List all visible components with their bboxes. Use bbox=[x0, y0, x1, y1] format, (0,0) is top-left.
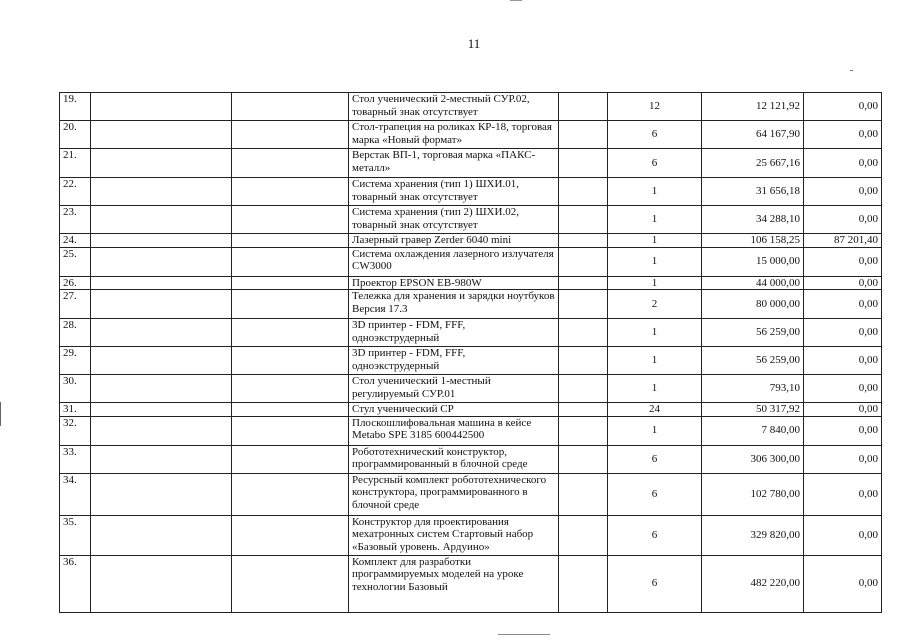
row-sum-cell: 12 121,92 bbox=[702, 93, 804, 121]
row-name-cell: Лазерный гравер Zerder 6040 mini bbox=[349, 234, 559, 248]
row-sum-cell: 102 780,00 bbox=[702, 473, 804, 515]
row-number-cell: 35. bbox=[60, 515, 91, 555]
row-amortization-cell: 0,00 bbox=[804, 403, 882, 417]
row-sum-cell: 56 259,00 bbox=[702, 347, 804, 375]
row-name-cell: Тележка для хранения и зарядки ноутбуков Версия 17.3 bbox=[349, 290, 559, 319]
row-name-cell: 3D принтер - FDM, FFF, одноэкструдерный bbox=[349, 347, 559, 375]
row-inventory-cell bbox=[232, 290, 349, 319]
row-code-cell bbox=[91, 149, 232, 178]
row-sum-cell: 7 840,00 bbox=[702, 416, 804, 445]
row-sum-cell: 56 259,00 bbox=[702, 319, 804, 347]
row-sum-cell: 80 000,00 bbox=[702, 290, 804, 319]
row-inventory-cell bbox=[232, 276, 349, 290]
row-sum-cell: 106 158,25 bbox=[702, 234, 804, 248]
row-number-cell: 29. bbox=[60, 347, 91, 375]
row-sum-cell: 50 317,92 bbox=[702, 403, 804, 417]
row-code-cell bbox=[91, 121, 232, 149]
table-row bbox=[60, 93, 882, 121]
row-number-cell: 31. bbox=[60, 403, 91, 417]
row-code-cell bbox=[91, 319, 232, 347]
row-sum-cell: 15 000,00 bbox=[702, 247, 804, 276]
table-row bbox=[60, 473, 882, 515]
row-name-cell: Ресурсный комплект робототехнического конструктора, программированного в блочной среде bbox=[349, 473, 559, 515]
row-amortization-cell: 0,00 bbox=[804, 206, 882, 234]
row-unit-cell bbox=[559, 319, 608, 347]
row-code-cell bbox=[91, 445, 232, 473]
row-number-cell: 19. bbox=[60, 93, 91, 121]
table-row bbox=[60, 206, 882, 234]
row-number-cell: 32. bbox=[60, 416, 91, 445]
row-unit-cell bbox=[559, 555, 608, 612]
row-inventory-cell bbox=[232, 555, 349, 612]
row-unit-cell bbox=[559, 375, 608, 403]
row-inventory-cell bbox=[232, 149, 349, 178]
table-body bbox=[60, 93, 882, 613]
row-code-cell bbox=[91, 347, 232, 375]
row-amortization-cell: 0,00 bbox=[804, 93, 882, 121]
table-row bbox=[60, 515, 882, 555]
row-name-cell: Стол ученический 1-местный регулируемый СУР.01 bbox=[349, 375, 559, 403]
row-inventory-cell bbox=[232, 121, 349, 149]
row-inventory-cell bbox=[232, 319, 349, 347]
row-amortization-cell: 0,00 bbox=[804, 347, 882, 375]
row-amortization-cell: 87 201,40 bbox=[804, 234, 882, 248]
row-inventory-cell bbox=[232, 473, 349, 515]
table-row bbox=[60, 290, 882, 319]
row-quantity-cell: 2 bbox=[608, 290, 702, 319]
row-quantity-cell: 12 bbox=[608, 93, 702, 121]
row-unit-cell bbox=[559, 515, 608, 555]
table-row bbox=[60, 319, 882, 347]
row-sum-cell: 64 167,90 bbox=[702, 121, 804, 149]
scan-mark-bottom bbox=[498, 634, 550, 635]
row-amortization-cell: 0,00 bbox=[804, 515, 882, 555]
row-inventory-cell bbox=[232, 234, 349, 248]
row-number-cell: 22. bbox=[60, 178, 91, 206]
row-number-cell: 20. bbox=[60, 121, 91, 149]
row-amortization-cell: 0,00 bbox=[804, 375, 882, 403]
table-row bbox=[60, 178, 882, 206]
row-number-cell: 27. bbox=[60, 290, 91, 319]
row-amortization-cell: 0,00 bbox=[804, 247, 882, 276]
row-code-cell bbox=[91, 276, 232, 290]
row-code-cell bbox=[91, 375, 232, 403]
inventory-table bbox=[59, 92, 882, 613]
table-row bbox=[60, 445, 882, 473]
row-amortization-cell: 0,00 bbox=[804, 121, 882, 149]
row-code-cell bbox=[91, 555, 232, 612]
row-inventory-cell bbox=[232, 445, 349, 473]
row-name-cell: Верстак ВП-1, торговая марка «ПАКС-металл» bbox=[349, 149, 559, 178]
row-quantity-cell: 1 bbox=[608, 206, 702, 234]
row-unit-cell bbox=[559, 247, 608, 276]
scan-mark-top bbox=[510, 0, 522, 1]
row-unit-cell bbox=[559, 276, 608, 290]
row-quantity-cell: 1 bbox=[608, 416, 702, 445]
row-amortization-cell: 0,00 bbox=[804, 149, 882, 178]
row-sum-cell: 329 820,00 bbox=[702, 515, 804, 555]
row-quantity-cell: 6 bbox=[608, 555, 702, 612]
row-inventory-cell bbox=[232, 403, 349, 417]
table-row bbox=[60, 375, 882, 403]
row-name-cell: Система хранения (тип 1) ШХИ.01, товарный знак отсутствует bbox=[349, 178, 559, 206]
scan-mark-left bbox=[0, 402, 1, 426]
row-unit-cell bbox=[559, 149, 608, 178]
row-unit-cell bbox=[559, 290, 608, 319]
row-name-cell: 3D принтер - FDM, FFF, одноэкструдерный bbox=[349, 319, 559, 347]
row-name-cell: Плоскошлифовальная машина в кейсе Metabo SPE 3185 600442500 bbox=[349, 416, 559, 445]
row-inventory-cell bbox=[232, 93, 349, 121]
table-row bbox=[60, 121, 882, 149]
row-number-cell: 26. bbox=[60, 276, 91, 290]
row-name-cell: Комплект для разработки программируемых моделей на уроке технологии Базовый bbox=[349, 555, 559, 612]
table-row bbox=[60, 403, 882, 417]
row-quantity-cell: 1 bbox=[608, 319, 702, 347]
row-sum-cell: 306 300,00 bbox=[702, 445, 804, 473]
row-sum-cell: 793,10 bbox=[702, 375, 804, 403]
row-quantity-cell: 1 bbox=[608, 247, 702, 276]
page-number: 11 bbox=[467, 36, 481, 51]
row-name-cell: Робототехнический конструктор, программированный в блочной среде bbox=[349, 445, 559, 473]
row-quantity-cell: 1 bbox=[608, 276, 702, 290]
row-amortization-cell: 0,00 bbox=[804, 290, 882, 319]
row-quantity-cell: 1 bbox=[608, 375, 702, 403]
row-inventory-cell bbox=[232, 515, 349, 555]
row-number-cell: 23. bbox=[60, 206, 91, 234]
row-number-cell: 25. bbox=[60, 247, 91, 276]
row-code-cell bbox=[91, 93, 232, 121]
row-amortization-cell: 0,00 bbox=[804, 178, 882, 206]
row-sum-cell: 25 667,16 bbox=[702, 149, 804, 178]
row-name-cell: Стол-трапеция на роликах КР-18, торговая марка «Новый формат» bbox=[349, 121, 559, 149]
row-sum-cell: 31 656,18 bbox=[702, 178, 804, 206]
row-code-cell bbox=[91, 515, 232, 555]
row-quantity-cell: 6 bbox=[608, 445, 702, 473]
row-number-cell: 34. bbox=[60, 473, 91, 515]
row-amortization-cell: 0,00 bbox=[804, 416, 882, 445]
row-unit-cell bbox=[559, 416, 608, 445]
row-inventory-cell bbox=[232, 347, 349, 375]
row-unit-cell bbox=[559, 234, 608, 248]
row-quantity-cell: 24 bbox=[608, 403, 702, 417]
row-number-cell: 28. bbox=[60, 319, 91, 347]
row-inventory-cell bbox=[232, 375, 349, 403]
row-unit-cell bbox=[559, 403, 608, 417]
row-inventory-cell bbox=[232, 178, 349, 206]
row-number-cell: 36. bbox=[60, 555, 91, 612]
row-code-cell bbox=[91, 290, 232, 319]
row-number-cell: 30. bbox=[60, 375, 91, 403]
row-quantity-cell: 6 bbox=[608, 149, 702, 178]
row-unit-cell bbox=[559, 178, 608, 206]
row-amortization-cell: 0,00 bbox=[804, 319, 882, 347]
row-code-cell bbox=[91, 178, 232, 206]
row-amortization-cell: 0,00 bbox=[804, 445, 882, 473]
row-code-cell bbox=[91, 416, 232, 445]
table-row bbox=[60, 149, 882, 178]
row-code-cell bbox=[91, 206, 232, 234]
row-name-cell: Стул ученический СР bbox=[349, 403, 559, 417]
row-amortization-cell: 0,00 bbox=[804, 276, 882, 290]
row-name-cell: Система охлаждения лазерного излучателя CW3000 bbox=[349, 247, 559, 276]
row-code-cell bbox=[91, 234, 232, 248]
row-unit-cell bbox=[559, 206, 608, 234]
row-quantity-cell: 1 bbox=[608, 347, 702, 375]
table-row bbox=[60, 234, 882, 248]
table-row bbox=[60, 347, 882, 375]
row-amortization-cell: 0,00 bbox=[804, 473, 882, 515]
row-name-cell: Система хранения (тип 2) ШХИ.02, товарный знак отсутствует bbox=[349, 206, 559, 234]
row-quantity-cell: 6 bbox=[608, 121, 702, 149]
row-name-cell: Конструктор для проектирования мехатронных систем Стартовый набор «Базовый уровень. Ардуино» bbox=[349, 515, 559, 555]
row-name-cell: Проектор EPSON EB-980W bbox=[349, 276, 559, 290]
row-code-cell bbox=[91, 473, 232, 515]
table-row bbox=[60, 247, 882, 276]
table-row bbox=[60, 555, 882, 612]
row-sum-cell: 482 220,00 bbox=[702, 555, 804, 612]
table-row bbox=[60, 416, 882, 445]
row-code-cell bbox=[91, 247, 232, 276]
row-sum-cell: 34 288,10 bbox=[702, 206, 804, 234]
row-quantity-cell: 6 bbox=[608, 473, 702, 515]
row-unit-cell bbox=[559, 347, 608, 375]
row-inventory-cell bbox=[232, 247, 349, 276]
row-name-cell: Стол ученический 2-местный СУР.02, товарный знак отсутствует bbox=[349, 93, 559, 121]
row-unit-cell bbox=[559, 445, 608, 473]
row-quantity-cell: 1 bbox=[608, 234, 702, 248]
row-unit-cell bbox=[559, 121, 608, 149]
row-unit-cell bbox=[559, 473, 608, 515]
row-unit-cell bbox=[559, 93, 608, 121]
scan-mark-right bbox=[850, 70, 853, 71]
row-number-cell: 21. bbox=[60, 149, 91, 178]
row-inventory-cell bbox=[232, 206, 349, 234]
row-code-cell bbox=[91, 403, 232, 417]
row-amortization-cell: 0,00 bbox=[804, 555, 882, 612]
row-sum-cell: 44 000,00 bbox=[702, 276, 804, 290]
row-quantity-cell: 6 bbox=[608, 515, 702, 555]
row-number-cell: 24. bbox=[60, 234, 91, 248]
row-quantity-cell: 1 bbox=[608, 178, 702, 206]
table-row bbox=[60, 276, 882, 290]
row-inventory-cell bbox=[232, 416, 349, 445]
row-number-cell: 33. bbox=[60, 445, 91, 473]
